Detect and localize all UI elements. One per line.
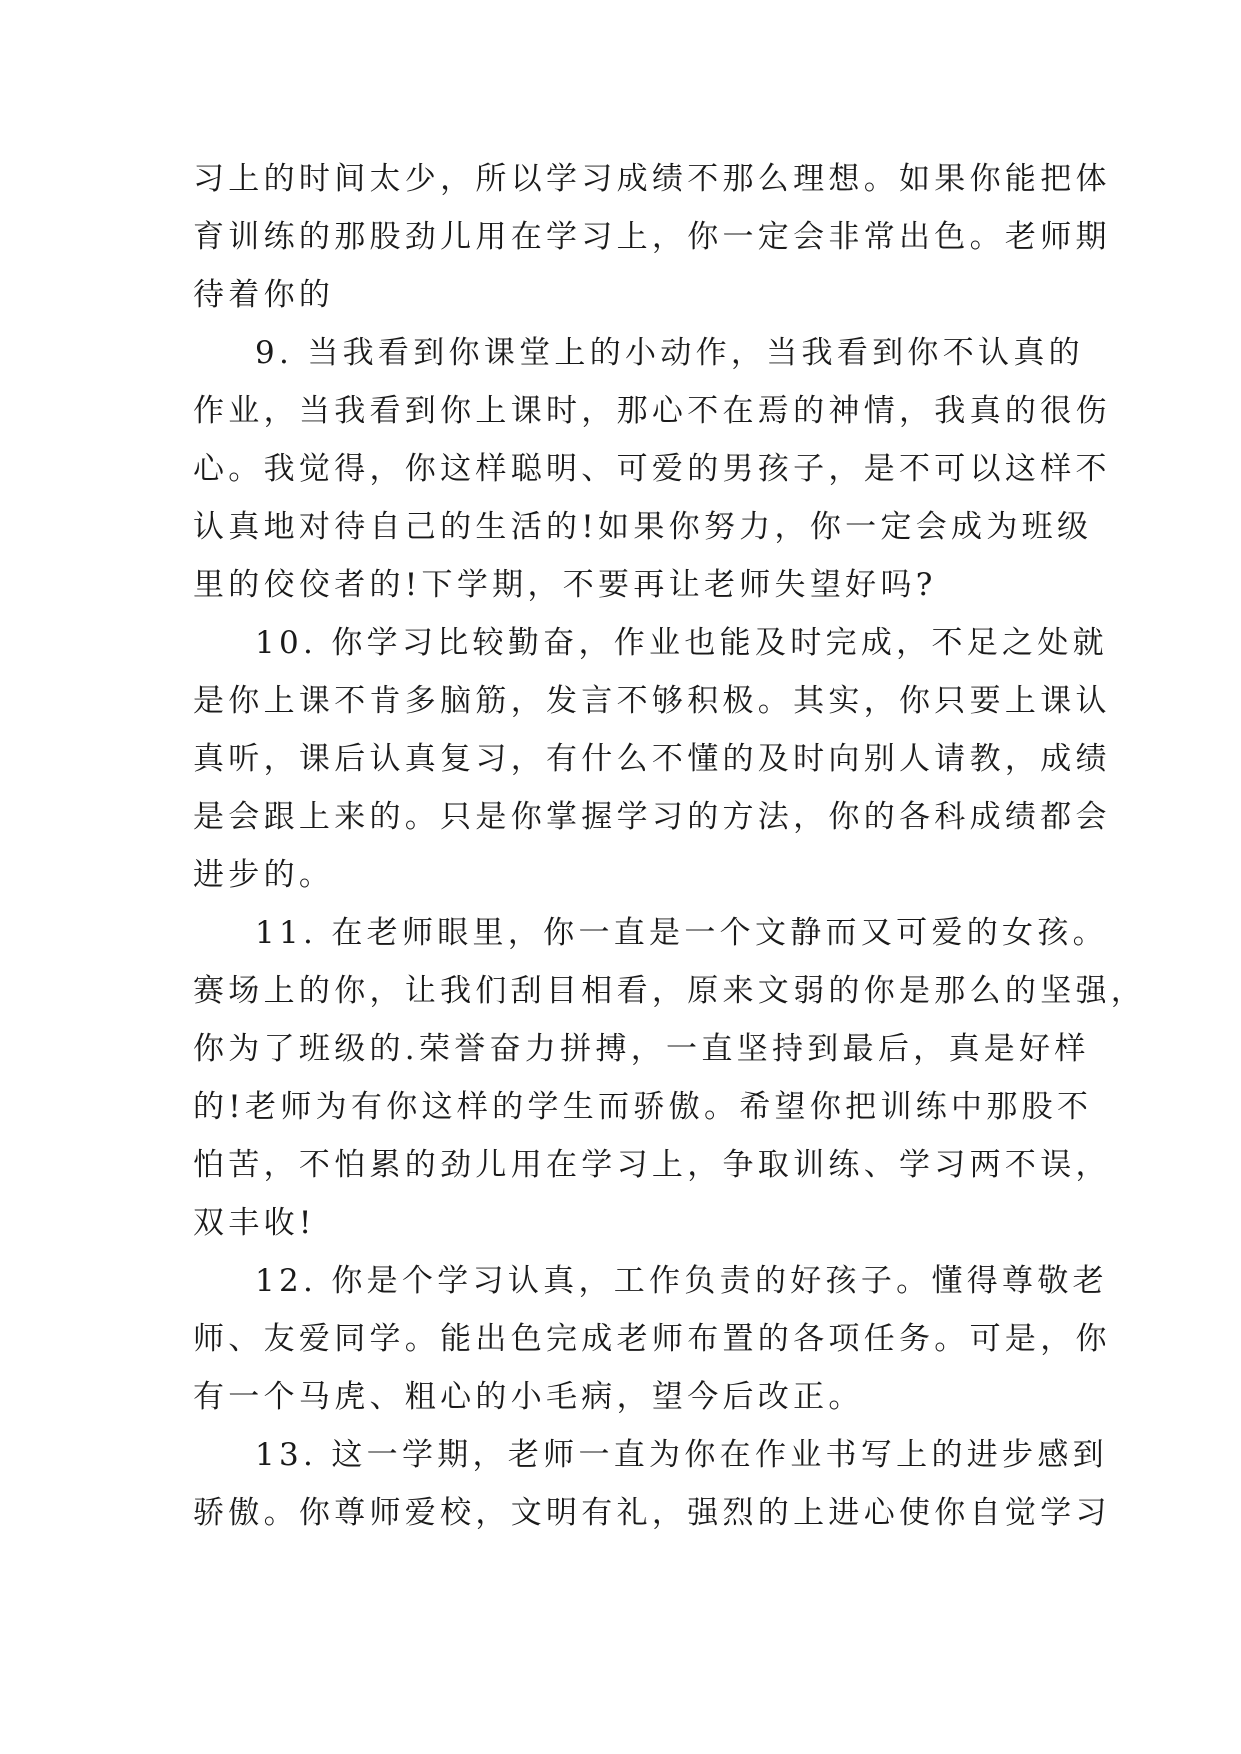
text-line: 是会跟上来的。只是你掌握学习的方法，你的各科成绩都会	[193, 799, 1111, 835]
paragraph-start-line: 10. 你学习比较勤奋，作业也能及时完成，不足之处就	[255, 625, 1108, 661]
text-line: 真听，课后认真复习，有什么不懂的及时向别人请教，成绩	[193, 741, 1111, 777]
text-line: 你为了班级的.荣誉奋力拼搏，一直坚持到最后，真是好样	[193, 1031, 1090, 1067]
text-line: 赛场上的你，让我们刮目相看，原来文弱的你是那么的坚强，	[193, 973, 1147, 1009]
text-line: 进步的。	[193, 857, 335, 893]
text-line: 作业，当我看到你上课时，那心不在焉的神情，我真的很伤	[193, 393, 1111, 429]
document-page	[193, 150, 1147, 1542]
text-line: 是你上课不肯多脑筋，发言不够积极。其实，你只要上课认	[193, 683, 1111, 719]
text-line: 的!老师为有你这样的学生而骄傲。希望你把训练中那股不	[193, 1089, 1093, 1125]
text-line: 骄傲。你尊师爱校，文明有礼，强烈的上进心使你自觉学习	[193, 1495, 1111, 1531]
paragraph-start-line: 9. 当我看到你课堂上的小动作，当我看到你不认真的	[255, 335, 1084, 371]
text-line: 认真地对待自己的生活的!如果你努力，你一定会成为班级	[193, 509, 1093, 545]
text-line: 怕苦，不怕累的劲儿用在学习上，争取训练、学习两不误，	[193, 1147, 1111, 1183]
text-line: 师、友爱同学。能出色完成老师布置的各项任务。可是，你	[193, 1321, 1111, 1357]
paragraph-start-line: 12. 你是个学习认真，工作负责的好孩子。懂得尊敬老	[255, 1263, 1108, 1299]
text-line: 习上的时间太少，所以学习成绩不那么理想。如果你能把体	[193, 161, 1111, 197]
text-line: 有一个马虎、粗心的小毛病，望今后改正。	[193, 1379, 864, 1415]
text-line: 双丰收!	[193, 1205, 316, 1241]
paragraph-start-line: 11. 在老师眼里，你一直是一个文静而又可爱的女孩。	[255, 915, 1108, 951]
text-line: 心。我觉得，你这样聪明、可爱的男孩子，是不可以这样不	[193, 451, 1111, 487]
paragraph-start-line: 13. 这一学期，老师一直为你在作业书写上的进步感到	[255, 1437, 1108, 1473]
text-line: 育训练的那股劲儿用在学习上，你一定会非常出色。老师期	[193, 219, 1111, 255]
text-line: 里的佼佼者的!下学期，不要再让老师失望好吗?	[193, 567, 937, 603]
text-line: 待着你的	[193, 277, 335, 313]
